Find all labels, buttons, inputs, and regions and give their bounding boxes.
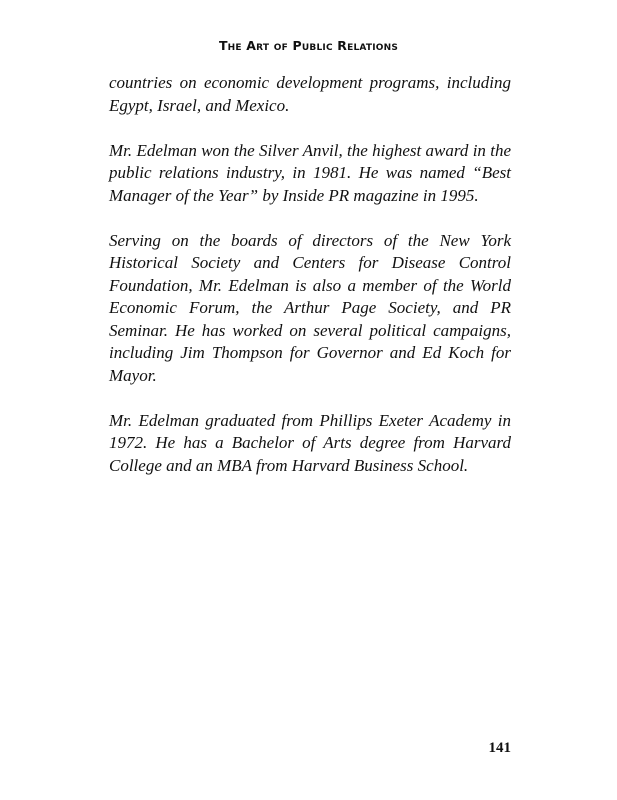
running-header-title: The Art of Public Relations: [218, 38, 399, 53]
paragraph-4: Mr. Edelman graduated from Phillips Exeter Academy in 1972. He has a Bachelor of Arts degree from Harvard College and an MBA from Harvard Business School.: [109, 410, 511, 475]
paragraph-1: countries on economic development programs, including Egypt, Israel, and Mexico.: [109, 73, 511, 115]
body-text: [109, 72, 511, 500]
paragraph-3: Serving on the boards of directors of the New York Historical Society and Centers for Disease Control Foundation, Mr. Edelman is also a member of the World Economic Forum, the Arthur Page Society, and PR Seminar. He has worked on several political campaigns, including Jim Thompson for Governor and Ed Koch for Mayor.: [109, 230, 511, 385]
page-number: 141: [488, 740, 511, 756]
paragraph-2: Mr. Edelman won the Silver Anvil, the highest award in the public relations industry, in 1981. He was named “Best Manager of the Year” by Inside PR magazine in 1995.: [109, 140, 511, 205]
